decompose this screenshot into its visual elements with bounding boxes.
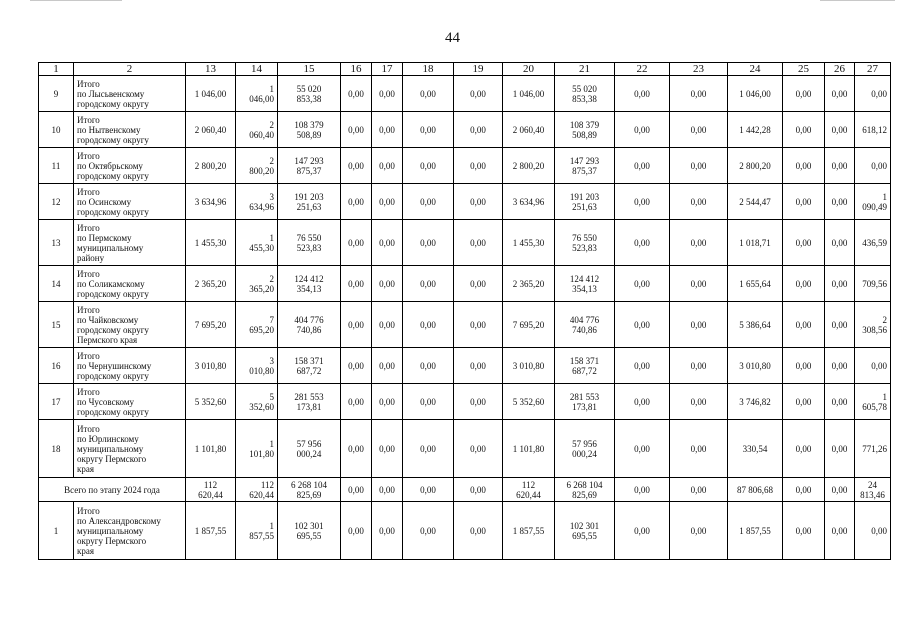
table-cell-col-23: 0,00: [670, 384, 728, 420]
table-cell-col-15: 76 550 523,83: [278, 220, 341, 266]
table-cell-col-19: 0,00: [454, 384, 503, 420]
column-header-23: 23: [670, 63, 728, 76]
table-cell-col-17: 0,00: [372, 76, 403, 112]
total-cell-col-20: 112 620,44: [503, 478, 555, 502]
table-cell-col-23: 0,00: [670, 148, 728, 184]
table-cell-col-27: 436,59: [855, 220, 891, 266]
table-cell-col-25: 0,00: [783, 420, 825, 478]
table-cell-col-16: 0,00: [341, 384, 372, 420]
column-header-19: 19: [454, 63, 503, 76]
table-cell-col-14: 3 634,96: [236, 184, 278, 220]
table-row: [39, 348, 891, 384]
table-cell-col-17: 0,00: [372, 148, 403, 184]
table-cell-col-18: 0,00: [403, 112, 454, 148]
table-cell-col-22: 0,00: [615, 220, 670, 266]
table-cell-col-26: 0,00: [825, 420, 855, 478]
table-cell-col-14: 2 800,20: [236, 148, 278, 184]
table-cell-col-25: 0,00: [783, 348, 825, 384]
table-cell-col-25: 0,00: [783, 502, 825, 560]
table-cell-col-18: 0,00: [403, 148, 454, 184]
table-cell-col-14: 7 695,20: [236, 302, 278, 348]
column-header-13: 13: [186, 63, 236, 76]
table-cell-col-1: 12: [39, 184, 74, 220]
table-cell-col-27: 618,12: [855, 112, 891, 148]
table-cell-col-24: 330,54: [728, 420, 783, 478]
table-row: [39, 502, 891, 560]
table-cell-col-20: 1 455,30: [503, 220, 555, 266]
table-cell-col-20: 1 857,55: [503, 502, 555, 560]
table-cell-col-15: 404 776 740,86: [278, 302, 341, 348]
table-cell-col-26: 0,00: [825, 348, 855, 384]
table-cell-col-16: 0,00: [341, 348, 372, 384]
table-cell-col-24: 2 544,47: [728, 184, 783, 220]
table-cell-col-26: 0,00: [825, 148, 855, 184]
table-cell-col-24: 1 857,55: [728, 502, 783, 560]
column-header-24: 24: [728, 63, 783, 76]
table-row: [39, 220, 891, 266]
total-cell-col-22: 0,00: [615, 478, 670, 502]
table-cell-col-21: 158 371 687,72: [555, 348, 615, 384]
total-cell-col-26: 0,00: [825, 478, 855, 502]
page-number: 44: [445, 30, 460, 46]
table-cell-col-20: 5 352,60: [503, 384, 555, 420]
table-cell-col-19: 0,00: [454, 302, 503, 348]
column-header-22: 22: [615, 63, 670, 76]
table-cell-col-17: 0,00: [372, 112, 403, 148]
table-cell-col-19: 0,00: [454, 148, 503, 184]
table-cell-col-15: 147 293 875,37: [278, 148, 341, 184]
table-cell-col-13: 1 046,00: [186, 76, 236, 112]
column-header-27: 27: [855, 63, 891, 76]
column-header-2: 2: [74, 63, 186, 76]
table-cell-col-17: 0,00: [372, 184, 403, 220]
table-cell-col-25: 0,00: [783, 112, 825, 148]
table-cell-col-21: 147 293 875,37: [555, 148, 615, 184]
table-cell-col-24: 5 386,64: [728, 302, 783, 348]
column-header-25: 25: [783, 63, 825, 76]
table-cell-col-26: 0,00: [825, 184, 855, 220]
table-cell-col-26: 0,00: [825, 220, 855, 266]
table-cell-col-24: 2 800,20: [728, 148, 783, 184]
table-cell-col-16: 0,00: [341, 266, 372, 302]
total-cell-col-14: 112 620,44: [236, 478, 278, 502]
table-cell-col-23: 0,00: [670, 502, 728, 560]
table-cell-col-24: 1 046,00: [728, 76, 783, 112]
table-cell-col-1: 10: [39, 112, 74, 148]
table-cell-col-21: 57 956 000,24: [555, 420, 615, 478]
table-cell-col-18: 0,00: [403, 384, 454, 420]
table-cell-col-23: 0,00: [670, 302, 728, 348]
table-cell-col-2: Итого по Чернушинскому городскому округу: [74, 348, 186, 384]
table-cell-col-13: 2 365,20: [186, 266, 236, 302]
table-cell-col-25: 0,00: [783, 76, 825, 112]
table-cell-col-2: Итого по Нытвенскому городскому округу: [74, 112, 186, 148]
table-cell-col-26: 0,00: [825, 502, 855, 560]
table-cell-col-27: 0,00: [855, 148, 891, 184]
table-cell-col-18: 0,00: [403, 184, 454, 220]
table-cell-col-1: 13: [39, 220, 74, 266]
table-cell-col-16: 0,00: [341, 220, 372, 266]
table-cell-col-25: 0,00: [783, 148, 825, 184]
table-cell-col-13: 1 857,55: [186, 502, 236, 560]
table-cell-col-19: 0,00: [454, 76, 503, 112]
table-cell-col-27: 771,26: [855, 420, 891, 478]
table-cell-col-19: 0,00: [454, 348, 503, 384]
table-cell-col-27: 1 605,78: [855, 384, 891, 420]
table-cell-col-22: 0,00: [615, 348, 670, 384]
table-cell-col-19: 0,00: [454, 266, 503, 302]
table-cell-col-27: 0,00: [855, 76, 891, 112]
table-cell-col-20: 3 634,96: [503, 184, 555, 220]
total-cell-col-24: 87 806,68: [728, 478, 783, 502]
table-cell-col-17: 0,00: [372, 302, 403, 348]
table-cell-col-15: 108 379 508,89: [278, 112, 341, 148]
table-cell-col-16: 0,00: [341, 302, 372, 348]
table-cell-col-26: 0,00: [825, 76, 855, 112]
table-cell-col-17: 0,00: [372, 348, 403, 384]
table-cell-col-24: 1 018,71: [728, 220, 783, 266]
table-cell-col-22: 0,00: [615, 184, 670, 220]
table-cell-col-1: 18: [39, 420, 74, 478]
total-cell-col-23: 0,00: [670, 478, 728, 502]
table-cell-col-23: 0,00: [670, 220, 728, 266]
column-header-21: 21: [555, 63, 615, 76]
table-cell-col-25: 0,00: [783, 220, 825, 266]
table-cell-col-14: 3 010,80: [236, 348, 278, 384]
table-row: [39, 76, 891, 112]
table-cell-col-15: 158 371 687,72: [278, 348, 341, 384]
table-cell-col-13: 3 010,80: [186, 348, 236, 384]
table-cell-col-1: 14: [39, 266, 74, 302]
table-cell-col-15: 281 553 173,81: [278, 384, 341, 420]
table-cell-col-16: 0,00: [341, 502, 372, 560]
top-rule-right: [820, 0, 895, 1]
table-cell-col-17: 0,00: [372, 420, 403, 478]
table-cell-col-1: 17: [39, 384, 74, 420]
table-cell-col-16: 0,00: [341, 76, 372, 112]
column-number-row: [39, 63, 891, 76]
table-cell-col-23: 0,00: [670, 266, 728, 302]
table-cell-col-2: Итого по Соликамскому городскому округу: [74, 266, 186, 302]
total-cell-col-25: 0,00: [783, 478, 825, 502]
table-cell-col-17: 0,00: [372, 384, 403, 420]
table-cell-col-2: Итого по Осинскому городскому округу: [74, 184, 186, 220]
table-cell-col-22: 0,00: [615, 302, 670, 348]
table-cell-col-21: 102 301 695,55: [555, 502, 615, 560]
table-cell-col-15: 55 020 853,38: [278, 76, 341, 112]
table-cell-col-18: 0,00: [403, 220, 454, 266]
table-cell-col-16: 0,00: [341, 112, 372, 148]
table-cell-col-13: 7 695,20: [186, 302, 236, 348]
table-cell-col-24: 1 655,64: [728, 266, 783, 302]
table-cell-col-15: 191 203 251,63: [278, 184, 341, 220]
table-cell-col-1: 1: [39, 502, 74, 560]
table-cell-col-14: 1 455,30: [236, 220, 278, 266]
table-row: [39, 420, 891, 478]
table-cell-col-26: 0,00: [825, 266, 855, 302]
table-row: [39, 302, 891, 348]
total-cell-col-16: 0,00: [341, 478, 372, 502]
table-cell-col-14: 2 365,20: [236, 266, 278, 302]
table-cell-col-20: 2 365,20: [503, 266, 555, 302]
table-cell-col-21: 108 379 508,89: [555, 112, 615, 148]
table-cell-col-23: 0,00: [670, 348, 728, 384]
table-cell-col-19: 0,00: [454, 184, 503, 220]
table-cell-col-16: 0,00: [341, 148, 372, 184]
table-cell-col-2: Итого по Пермскому муниципальному району: [74, 220, 186, 266]
table-cell-col-27: 2 308,56: [855, 302, 891, 348]
table-cell-col-1: 11: [39, 148, 74, 184]
column-header-20: 20: [503, 63, 555, 76]
table-cell-col-25: 0,00: [783, 184, 825, 220]
data-table: [38, 62, 891, 560]
table-cell-col-2: Итого по Александровскому муниципальному округу Пермского края: [74, 502, 186, 560]
table-row: [39, 112, 891, 148]
table-cell-col-1: 16: [39, 348, 74, 384]
table-row: [39, 148, 891, 184]
total-cell-col-27: 24 813,46: [855, 478, 891, 502]
table-row: [39, 184, 891, 220]
table-cell-col-23: 0,00: [670, 420, 728, 478]
column-header-18: 18: [403, 63, 454, 76]
table-cell-col-23: 0,00: [670, 76, 728, 112]
table-cell-col-17: 0,00: [372, 502, 403, 560]
table-cell-col-27: 1 090,49: [855, 184, 891, 220]
table-cell-col-22: 0,00: [615, 76, 670, 112]
table-cell-col-25: 0,00: [783, 302, 825, 348]
total-cell-col-19: 0,00: [454, 478, 503, 502]
table-cell-col-20: 1 046,00: [503, 76, 555, 112]
column-header-16: 16: [341, 63, 372, 76]
table-cell-col-23: 0,00: [670, 112, 728, 148]
table-cell-col-13: 3 634,96: [186, 184, 236, 220]
table-cell-col-17: 0,00: [372, 266, 403, 302]
table-cell-col-16: 0,00: [341, 184, 372, 220]
table-cell-col-23: 0,00: [670, 184, 728, 220]
column-header-17: 17: [372, 63, 403, 76]
total-cell-col-15: 6 268 104 825,69: [278, 478, 341, 502]
table-cell-col-13: 5 352,60: [186, 384, 236, 420]
table-cell-col-21: 191 203 251,63: [555, 184, 615, 220]
table-cell-col-2: Итого по Октябрьскому городскому округу: [74, 148, 186, 184]
table-cell-col-25: 0,00: [783, 266, 825, 302]
table-cell-col-19: 0,00: [454, 502, 503, 560]
table-cell-col-21: 55 020 853,38: [555, 76, 615, 112]
table-cell-col-21: 281 553 173,81: [555, 384, 615, 420]
table-cell-col-15: 57 956 000,24: [278, 420, 341, 478]
table-cell-col-14: 2 060,40: [236, 112, 278, 148]
table-cell-col-1: 9: [39, 76, 74, 112]
table-cell-col-2: Итого по Юрлинскому муниципальному округу Пермского края: [74, 420, 186, 478]
table-cell-col-13: 2 800,20: [186, 148, 236, 184]
table-cell-col-13: 1 455,30: [186, 220, 236, 266]
table-cell-col-14: 1 857,55: [236, 502, 278, 560]
table-cell-col-15: 102 301 695,55: [278, 502, 341, 560]
table-cell-col-19: 0,00: [454, 220, 503, 266]
table-cell-col-20: 1 101,80: [503, 420, 555, 478]
table-cell-col-20: 2 800,20: [503, 148, 555, 184]
table-cell-col-18: 0,00: [403, 502, 454, 560]
table-cell-col-14: 1 046,00: [236, 76, 278, 112]
table-cell-col-26: 0,00: [825, 112, 855, 148]
table-cell-col-22: 0,00: [615, 384, 670, 420]
table-cell-col-26: 0,00: [825, 302, 855, 348]
table-cell-col-19: 0,00: [454, 420, 503, 478]
column-header-15: 15: [278, 63, 341, 76]
table-cell-col-2: Итого по Чайковскому городскому округу Пермского края: [74, 302, 186, 348]
total-cell-col-18: 0,00: [403, 478, 454, 502]
table-cell-col-16: 0,00: [341, 420, 372, 478]
table-cell-col-27: 0,00: [855, 348, 891, 384]
table-cell-col-13: 1 101,80: [186, 420, 236, 478]
total-row-label: Всего по этапу 2024 года: [39, 478, 186, 502]
table-cell-col-2: Итого по Чусовскому городскому округу: [74, 384, 186, 420]
table-cell-col-20: 2 060,40: [503, 112, 555, 148]
table-cell-col-22: 0,00: [615, 420, 670, 478]
total-cell-col-13: 112 620,44: [186, 478, 236, 502]
table-cell-col-18: 0,00: [403, 348, 454, 384]
table-body: [39, 63, 891, 560]
total-row: [39, 478, 891, 502]
total-cell-col-21: 6 268 104 825,69: [555, 478, 615, 502]
table-cell-col-24: 3 746,82: [728, 384, 783, 420]
table-row: [39, 266, 891, 302]
table-cell-col-13: 2 060,40: [186, 112, 236, 148]
table-cell-col-21: 124 412 354,13: [555, 266, 615, 302]
column-header-14: 14: [236, 63, 278, 76]
table-cell-col-14: 5 352,60: [236, 384, 278, 420]
table-cell-col-24: 3 010,80: [728, 348, 783, 384]
table-cell-col-2: Итого по Лысьвенскому городскому округу: [74, 76, 186, 112]
table-cell-col-26: 0,00: [825, 384, 855, 420]
table-cell-col-18: 0,00: [403, 302, 454, 348]
table-cell-col-18: 0,00: [403, 76, 454, 112]
table-cell-col-17: 0,00: [372, 220, 403, 266]
table-cell-col-21: 76 550 523,83: [555, 220, 615, 266]
table-cell-col-1: 15: [39, 302, 74, 348]
table-cell-col-22: 0,00: [615, 112, 670, 148]
table-row: [39, 384, 891, 420]
table-cell-col-19: 0,00: [454, 112, 503, 148]
table-cell-col-27: 0,00: [855, 502, 891, 560]
table-cell-col-15: 124 412 354,13: [278, 266, 341, 302]
top-rule-left: [30, 0, 122, 1]
total-cell-col-17: 0,00: [372, 478, 403, 502]
column-header-1: 1: [39, 63, 74, 76]
table-cell-col-22: 0,00: [615, 266, 670, 302]
table-cell-col-20: 7 695,20: [503, 302, 555, 348]
table-cell-col-22: 0,00: [615, 502, 670, 560]
table-cell-col-25: 0,00: [783, 384, 825, 420]
table-cell-col-22: 0,00: [615, 148, 670, 184]
table-cell-col-20: 3 010,80: [503, 348, 555, 384]
column-header-26: 26: [825, 63, 855, 76]
table-cell-col-21: 404 776 740,86: [555, 302, 615, 348]
table-cell-col-18: 0,00: [403, 266, 454, 302]
table-cell-col-24: 1 442,28: [728, 112, 783, 148]
table-cell-col-14: 1 101,80: [236, 420, 278, 478]
table-cell-col-27: 709,56: [855, 266, 891, 302]
table-cell-col-18: 0,00: [403, 420, 454, 478]
